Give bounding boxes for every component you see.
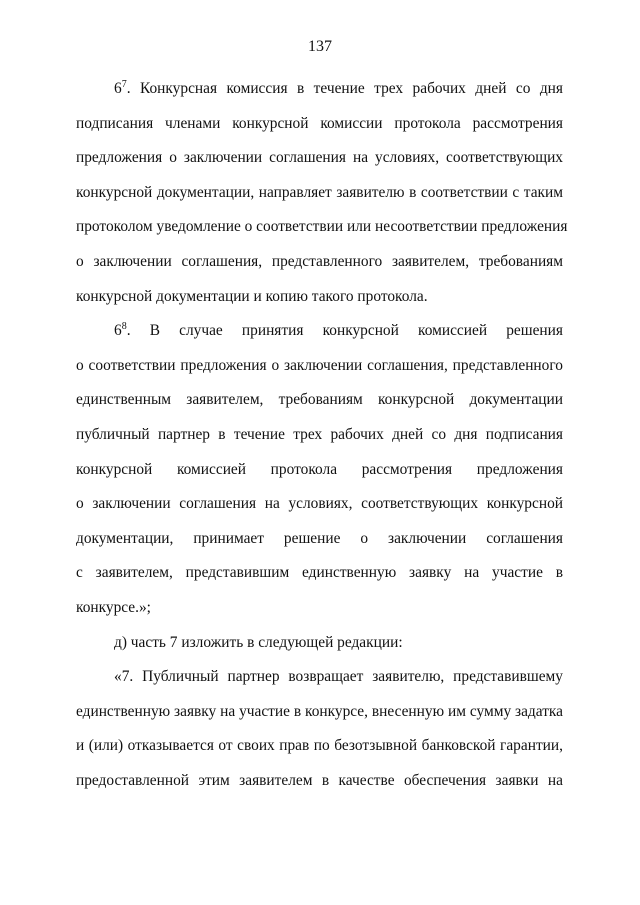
- paragraph-line: документации, принимает решение о заключении соглашения: [76, 529, 563, 547]
- paragraph-line: о заключении соглашения, представленного заявителем, требованиям: [76, 252, 563, 270]
- superscript: 7: [121, 79, 127, 90]
- paragraph-6-8: [76, 314, 563, 625]
- paragraph-line: $6^7$. Конкурсная комиссия в течение трех рабочих дней со дня: [114, 79, 563, 97]
- superscript: 8: [121, 321, 127, 333]
- paragraph-part-7: [76, 660, 563, 798]
- page-number: 137: [308, 38, 332, 55]
- paragraph-line: предоставленной этим заявителем в качестве обеспечения заявки на: [76, 771, 563, 789]
- paragraph-amendment: [76, 626, 563, 661]
- paragraph-line: о заключении соглашения на условиях, соответствующих конкурсной: [76, 495, 563, 513]
- paragraph-line: предложения о заключении соглашения на условиях, соответствующих: [76, 149, 563, 167]
- paragraph-line: протоколом уведомление о соответствии или несоответствии предложения: [76, 218, 568, 236]
- paragraph-line: конкурсе.»;: [76, 598, 151, 616]
- paragraph-line: «7. Публичный партнер возвращает заявителю, представившему: [114, 668, 563, 686]
- paragraph-line: публичный партнер в течение трех рабочих дней со дня подписания: [76, 425, 563, 443]
- paragraph-line: с заявителем, представившим единственную заявку на участие в: [76, 564, 563, 582]
- paragraph-line: конкурсной документации, направляет заявителю в соответствии с таким: [76, 183, 563, 201]
- paragraph-line: подписания членами конкурсной комиссии протокола рассмотрения: [76, 114, 563, 132]
- paragraph-line: единственную заявку на участие в конкурсе, внесенную им сумму задатка: [76, 702, 563, 720]
- paragraph-line: о соответствии предложения о заключении соглашения, представленного: [76, 356, 563, 374]
- paragraph-line: конкурсной документации и копию такого протокола.: [76, 287, 428, 305]
- paragraph-line: д) часть 7 изложить в следующей редакции:: [114, 633, 403, 651]
- paragraph-line: $6^8$. В случае принятия конкурсной комиссией решения: [114, 321, 563, 340]
- paragraph-line: конкурсной комиссией протокола рассмотрения предложения: [76, 460, 563, 478]
- paragraph-6-7: [76, 72, 568, 314]
- paragraph-marker: 6: [114, 80, 122, 97]
- document-body: [76, 72, 568, 798]
- paragraph-line: единственным заявителем, требованиям конкурсной документации: [76, 391, 563, 409]
- paragraph-line: и (или) отказывается от своих прав по безотзывной банковской гарантии,: [76, 737, 563, 755]
- paragraph-marker: 6: [114, 322, 122, 340]
